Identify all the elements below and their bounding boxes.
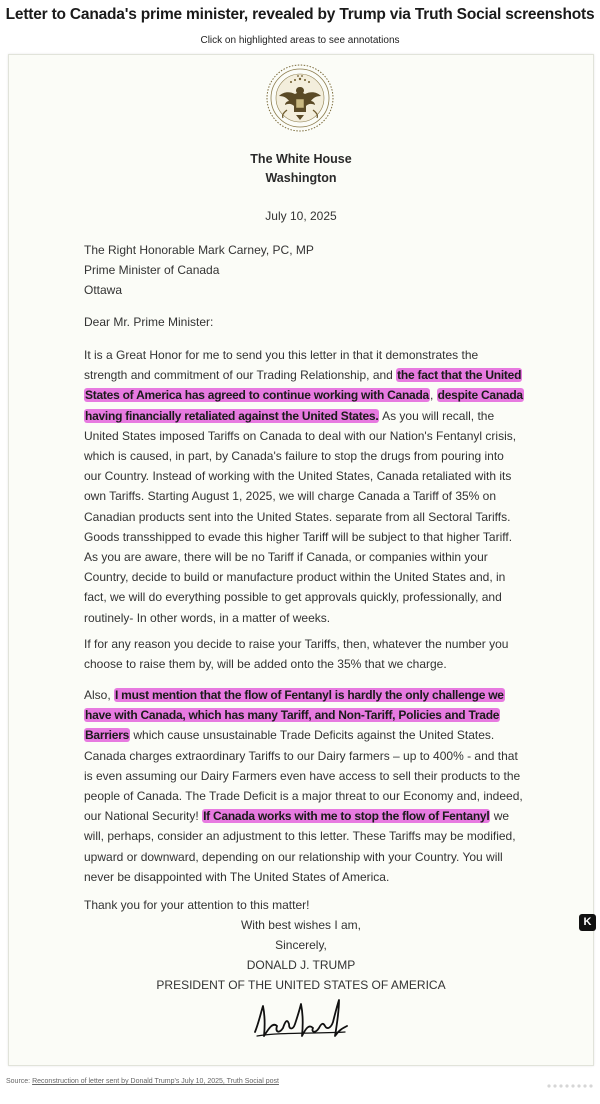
paragraph-4: Thank you for your attention to this matter!	[84, 898, 310, 912]
salutation: Dear Mr. Prime Minister:	[84, 315, 214, 329]
annotation-highlight-fentanyl-challenge[interactable]: I must mention that the flow of Fentanyl is hardly the only challenge we have with Canada, which has many Tariff, and Non-Tariff, Policies and Trade Barriers	[85, 688, 504, 743]
paragraph-3-text-a: Also,	[84, 688, 115, 702]
source-link[interactable]: Reconstruction of letter sent by Donald Trump's July 10, 2025, Truth Social post	[32, 1078, 279, 1085]
k-badge-button[interactable]: K	[579, 914, 596, 931]
recipient-title: Prime Minister of Canada	[84, 263, 220, 278]
paragraph-1-text-a: It is a Great Honor for me to send you this letter in that it demonstrates the strength and commitment of our Trading Relationship, and	[84, 348, 479, 383]
annotation-highlight-continue-working[interactable]: the fact that the United States of America has agreed to continue working with Canada	[85, 368, 522, 403]
source-prefix: Source:	[6, 1078, 33, 1085]
annotation-highlight-stop-fentanyl[interactable]: If Canada works with me to stop the flow of Fentanyl	[203, 809, 490, 824]
closing-wishes: With best wishes I am,	[240, 918, 362, 932]
signer-name: DONALD J. TRUMP	[246, 958, 356, 972]
publisher-logo-icon	[545, 1076, 595, 1096]
page-title: Letter to Canada's prime minister, revealed by Trump via Truth Social screenshots	[5, 6, 595, 23]
letter-date: July 10, 2025	[265, 209, 337, 223]
paragraph-1	[84, 345, 524, 628]
recipient-name: The Right Honorable Mark Carney, PC, MP	[84, 243, 314, 257]
recipient-city: Ottawa	[84, 283, 123, 298]
letterhead-city: Washington	[265, 171, 337, 185]
signature-icon	[251, 992, 351, 1044]
page-subtitle: Click on highlighted areas to see annotations	[200, 35, 400, 46]
paragraph-2: If for any reason you decide to raise your Tariffs, then, whatever the number you choose to raise them by, will be added onto the 35% that we charge.	[84, 637, 509, 672]
closing-sincerely: Sincerely,	[275, 938, 327, 952]
annotation-highlight-despite-retaliation[interactable]: despite Canada having financially retaliated against the United States.	[85, 388, 523, 423]
letterhead-name: The White House	[250, 152, 352, 166]
paragraph-1-text-c: As you will recall, the United States imposed Tariffs on Canada to deal with our Nation's Fentanyl crisis, which is caused, in part, by Canada's failure to stop the drugs from pouring into our Country. Instead of working with the United States, Canada retaliated with its own Tariffs. Starting August 1, 2025, we will charge Canada a Tariff of 35% on Canadian products sent into the United States. separate from all Sectoral Tariffs. Goods transshipped to evade this higher Tariff will be subject to that higher Tariff. As you are aware, there will be no Tariff if Canada, or companies within your Country, decide to build or manufacture product within the United States and, in fact, we will do everything possible to get approvals quickly, professionally, and routinely- In other words, in a matter of weeks.	[84, 408, 517, 625]
paragraph-1-text-b: ,	[429, 388, 437, 403]
signer-title: PRESIDENT OF THE UNITED STATES OF AMERICA	[156, 978, 446, 992]
recipient-address	[84, 240, 524, 301]
paragraph-3-text-b: which cause unsustainable Trade Deficits against the United States. Canada charges extraordinary Tariffs to our Dairy farmers – up to 400% - and that is even assuming our Dairy Farmers even have access to sell their products to the people of Canada. The Trade Deficit is a major threat to our Economy and, indeed, our National Security!	[84, 728, 523, 824]
letter-document	[8, 54, 594, 1066]
source-credit	[6, 1078, 279, 1085]
paragraph-3	[84, 685, 524, 887]
presidential-seal-icon	[265, 63, 335, 133]
paragraph-3-text-c: we will, perhaps, consider an adjustment to this letter. These Tariffs may be modified, upward or downward, depending on our relationship with your Country. You will never be disappointed with The United States of America.	[84, 809, 516, 884]
